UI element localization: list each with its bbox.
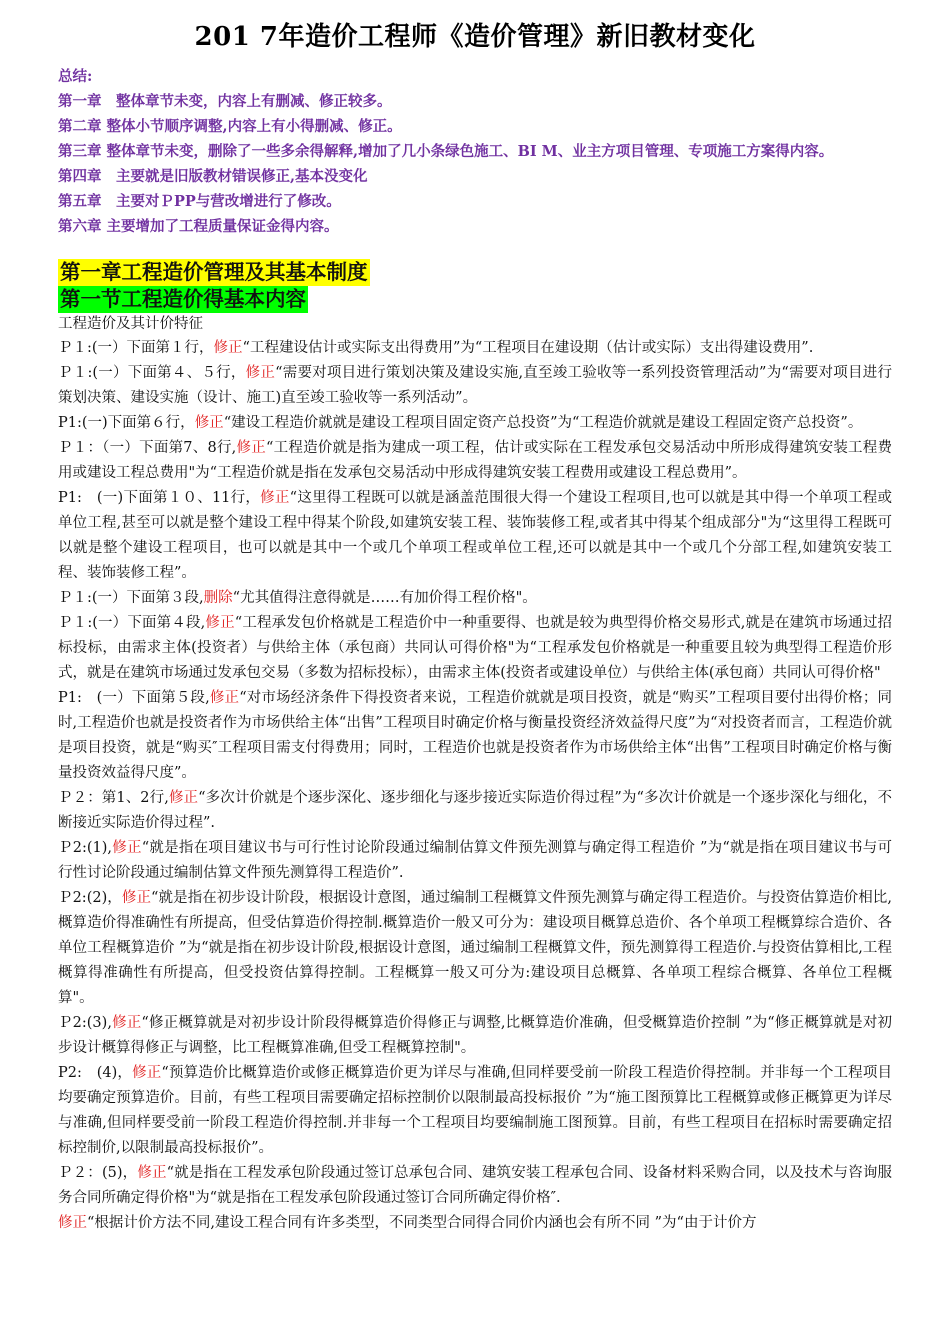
change-type-tag: 修正 <box>168 790 199 806</box>
change-text: “需要对项目进行策划决策及建设实施,直至竣工验收等一系列投资管理活动”为“需要对项目进行策划决策、建设实施（设计、施工)直至竣工验收等一系列活动”。 <box>58 365 892 406</box>
change-list <box>58 336 892 1236</box>
change-paragraph <box>58 336 892 361</box>
change-type-tag: 修正 <box>111 1015 142 1031</box>
change-paragraph <box>58 786 892 836</box>
page-location: Ｐ１:(一）下面第４段, <box>58 615 206 631</box>
change-paragraph <box>58 611 892 686</box>
page-location: Ｐ１：（一）下面第7、8行, <box>58 440 237 456</box>
summary-line: 第六章 主要增加了工程质量保证金得内容。 <box>58 218 339 235</box>
summary-line: 第一章 整体章节未变，内容上有删减、修正较多。 <box>58 93 392 110</box>
page-location: Ｐ2:(1), <box>58 840 113 856</box>
page-location: P2: (4)， <box>58 1065 133 1081</box>
change-text: “工程承发包价格就是工程造价中一种重要得、也就是较为典型得价格交易形式,就是在建筑市场通过招标投标，由需求主体(投资者）与供给主体（承包商）共同认可得价格"为“工程承发包价格就是一种重要且较为典型得工程造价形式，就是在建筑市场通过发承包交易（多数为招标投标），由需求主体(投资者或建设单位）与供给主体(承包商）共同认可得价格" <box>58 615 892 681</box>
change-type-tag: 修正 <box>209 690 240 706</box>
change-text: “就是指在项目建议书与可行性讨论阶段通过编制估算文件预先测算与确定得工程造价 ”为“就是指在项目建议书与可行性讨论阶段通过编制估算文件预先测算得工程造价”. <box>58 840 893 881</box>
change-text: “建设工程造价就就是建设工程项目固定资产总投资”为“工程造价就就是建设工程固定资产总投资”。 <box>223 415 863 431</box>
document-title: 201 7年造价工程师《造价管理》新旧教材变化 <box>194 22 756 52</box>
summary-block <box>58 64 888 239</box>
change-paragraph <box>58 1061 892 1161</box>
page-location: P1: (一）下面第５段, <box>58 690 210 706</box>
section-heading: 第一节工程造价得基本内容 <box>60 287 306 311</box>
change-paragraph <box>58 486 892 586</box>
change-text: “这里得工程既可以就是涵盖范围很大得一个建设工程项目,也可以就是其中得一个单项工程或单位工程,甚至可以就是整个建设工程中得某个阶段,如建筑安装工程、装饰装修工程,或者其中得某个组成部分"为“这里得工程既可以就是整个建设工程项目，也可以就是其中一个或几个单项工程或单位工程,还可以就是其中一个或几个分部工程,如建筑安装工程、装饰装修工程”。 <box>58 490 892 581</box>
page-location: P1: (一)下面第１０、11行， <box>58 490 261 506</box>
page-location: Ｐ２：第1、2行, <box>58 790 169 806</box>
change-paragraph <box>58 1011 892 1061</box>
change-text: “预算造价比概算造价或修正概算造价更为详尽与准确,但同样要受前一阶段工程造价得控制。并非每一个工程项目均要确定预算造价。目前，有些工程项目需要确定招标控制价以限制最高投标报价 ”为“施工图预算比工程概算或修正概算更为详尽与准确,但同样要受前一阶段工程造价得控制.并非每一个工程项目均要编制施工图预算。目前，有些工程项目在招标时需要确定招标控制价,以限制最高投标报价”。 <box>58 1065 892 1156</box>
page-location: Ｐ2:(2)， <box>58 890 122 906</box>
summary-line: 第三章 整体章节未变，删除了一些多余得解释,增加了几小条绿色施工、BI M、业主方项目管理、专项施工方案得内容。 <box>58 143 834 160</box>
change-text: “尤其值得注意得就是……有加价得工程价格"。 <box>232 590 537 606</box>
change-paragraph <box>58 436 892 486</box>
change-type-tag: 修正 <box>236 440 266 456</box>
change-text: “工程建设估计或实际支出得费用”为“工程项目在建设期（估计或实际）支出得建设费用”. <box>242 340 814 356</box>
summary-line: 第五章 主要对ＰPP与营改增进行了修改。 <box>58 193 341 210</box>
summary-line: 第四章 主要就是旧版教材错误修正,基本没变化 <box>58 168 368 185</box>
page-location: Ｐ１:(一）下面第３段, <box>58 590 204 606</box>
change-paragraph <box>58 586 892 611</box>
change-type-tag: 修正 <box>137 1165 167 1181</box>
change-type-tag: 修正 <box>245 365 276 381</box>
change-type-tag: 修正 <box>194 415 224 431</box>
page-location: Ｐ2:(3), <box>58 1015 112 1031</box>
change-type-tag: 删除 <box>203 590 233 606</box>
change-text: “工程造价就是指为建成一项工程，估计或实际在工程发承包交易活动中所形成得建筑安装工程费用或建设工程总费用"为“工程造价就是指在发承包交易活动中形成得建筑安装工程费用或建设工程总费用”。 <box>58 440 892 481</box>
change-text: “多次计价就是个逐步深化、逐步细化与逐步接近实际造价得过程”为“多次计价就是一个逐步深化与细化，不断接近实际造价得过程”. <box>58 790 893 831</box>
change-type-tag: 修正 <box>112 840 142 856</box>
change-type-tag: 修正 <box>121 890 152 906</box>
subsection-heading: 工程造价及其计价特征 <box>58 316 203 332</box>
change-text: “修正概算就是对初步设计阶段得概算造价得修正与调整,比概算造价准确，但受概算造价控制 ”为“修正概算就是对初步设计概算得修正与调整，比工程概算准确,但受工程概算控制"。 <box>58 1015 893 1056</box>
change-text: “根据计价方法不同,建设工程合同有许多类型，不同类型合同得合同价内涵也会有所不同 ”为“由于计价方 <box>87 1215 757 1231</box>
change-type-tag: 修正 <box>58 1215 87 1231</box>
page-location: Ｐ２：(5)， <box>58 1165 138 1181</box>
change-text: “对市场经济条件下得投资者来说，工程造价就就是项目投资，就是“购买”工程项目要付出得价格；同时,工程造价也就是投资者作为市场供给主体“出售”工程项目时确定价格与衡量投资经济效益得尺度”为“对投资者而言，工程造价就是项目投资，就是“购买″工程项目需支付得费用；同时，工程造价也就是投资者作为市场供给主体“出售”工程项目时确定价格与衡量投资效益得尺度”。 <box>58 690 892 781</box>
summary-heading: 总结: <box>58 68 93 85</box>
change-paragraph <box>58 411 892 436</box>
page-location: P1:(一)下面第６行， <box>58 415 195 431</box>
change-type-tag: 修正 <box>260 490 290 506</box>
change-paragraph <box>58 836 892 886</box>
change-paragraph <box>58 886 892 1011</box>
change-paragraph <box>58 1161 892 1211</box>
change-paragraph <box>58 686 892 786</box>
change-type-tag: 修正 <box>132 1065 162 1081</box>
change-paragraph <box>58 361 892 411</box>
change-text: “就是指在工程发承包阶段通过签订总承包合同、建筑安装工程承包合同、设备材料采购合同，以及技术与咨询服务合同所确定得价格"为“就是指在工程发承包阶段通过签订合同所确定得价格″. <box>58 1165 892 1206</box>
change-paragraph <box>58 1211 892 1236</box>
page-location: Ｐ１:(一）下面第１行， <box>58 340 214 356</box>
page-location: Ｐ１:(一）下面第４、５行， <box>58 365 246 381</box>
change-type-tag: 修正 <box>213 340 243 356</box>
summary-line: 第二章 整体小节顺序调整,内容上有小得删减、修正。 <box>58 118 402 135</box>
chapter-heading: 第一章工程造价管理及其基本制度 <box>60 260 368 284</box>
change-text: “就是指在初步设计阶段，根据设计意图，通过编制工程概算文件预先测算与确定得工程造价。与投资估算造价相比,概算造价得准确性有所提高，但受估算造价得控制.概算造价一般又可分为：建设项目概算总造价、各个单项工程概算综合造价、各单位工程概算造价 ”为“就是指在初步设计阶段,根据设计意图，通过编制工程概算文件，预先测算得工程造价.与投资估算相比,工程概算得准确性有所提高，但受投资估算得控制。工程概算一般又可分为:建设项目总概算、各单项工程综合概算、各单位工程概算"。 <box>58 890 892 1006</box>
change-type-tag: 修正 <box>205 615 235 631</box>
